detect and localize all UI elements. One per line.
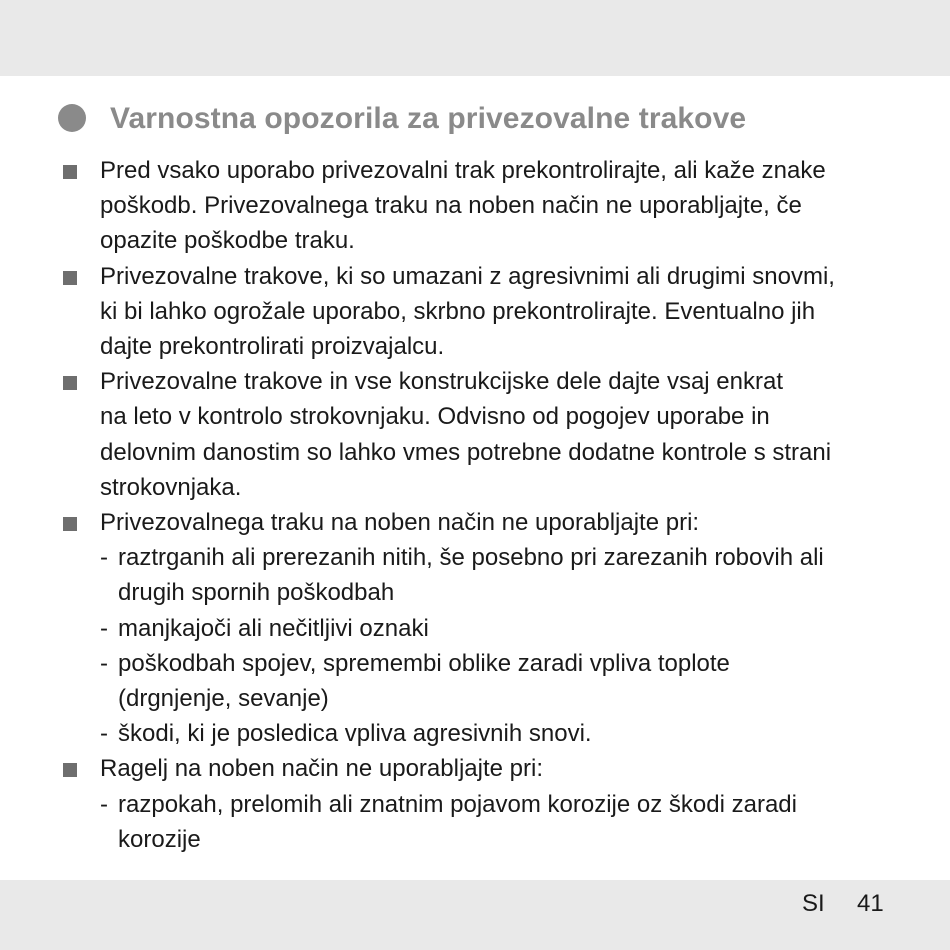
sub-list-item — [60, 787, 900, 857]
square-bullet-icon — [63, 271, 77, 285]
text-line: poškodb. Privezovalnega traku na noben način ne uporabljajte, če — [100, 192, 802, 220]
text-line: ki bi lahko ogrožale uporabo, skrbno prekontrolirajte. Eventualno jih — [100, 297, 816, 325]
dash-marker: - — [100, 790, 108, 818]
sub-list-item — [60, 716, 900, 751]
filled-circle-icon — [58, 104, 86, 132]
footer-language-code: SI — [802, 890, 825, 917]
dash-marker: - — [100, 544, 108, 572]
text-line: Privezovalnega traku na noben način ne uporabljajte pri: — [100, 509, 700, 537]
text-line: Privezovalne trakove in vse konstrukcijske dele dajte vsaj enkrat — [100, 368, 783, 396]
text-line: škodi, ki je posledica vpliva agresivnih snovi. — [118, 720, 592, 748]
text-line: raztrganih ali prerezanih nitih, še posebno pri zarezanih robovih ali — [118, 544, 824, 572]
dash-marker: - — [100, 614, 108, 642]
square-bullet-icon — [63, 517, 77, 531]
dash-marker: - — [100, 720, 108, 748]
safety-warnings-list — [60, 153, 900, 857]
sub-list-item — [60, 540, 900, 610]
list-item — [60, 505, 900, 540]
square-bullet-icon — [63, 376, 77, 390]
page-number: 41 — [857, 890, 884, 917]
text-line: na leto v kontrolo strokovnjaku. Odvisno od pogojev uporabe in — [100, 403, 770, 431]
text-line: dajte prekontrolirati proizvajalcu. — [100, 333, 445, 361]
text-line: poškodbah spojev, spremembi oblike zaradi vpliva toplote — [118, 649, 730, 677]
text-line: (drgnjenje, sevanje) — [118, 685, 329, 713]
text-line: Pred vsako uporabo privezovalni trak prekontrolirajte, ali kaže znake — [100, 157, 826, 184]
text-line: Ragelj na noben način ne uporabljajte pri: — [100, 755, 543, 783]
section-title: Varnostna opozorila za privezovalne trakove — [110, 102, 747, 135]
square-bullet-icon — [63, 165, 77, 179]
sub-list-item — [60, 611, 900, 646]
list-item — [60, 259, 900, 365]
list-item — [60, 751, 900, 786]
text-line: opazite poškodbe traku. — [100, 227, 355, 255]
text-line: strokovnjaka. — [100, 473, 242, 501]
text-line: Privezovalne trakove, ki so umazani z agresivnimi ali drugimi snovmi, — [100, 262, 835, 290]
top-margin-band — [0, 0, 950, 76]
dash-marker: - — [100, 649, 108, 677]
text-line: korozije — [118, 825, 201, 853]
square-bullet-icon — [63, 763, 77, 777]
list-item — [60, 153, 900, 259]
text-line: delovnim danostim so lahko vmes potrebne dodatne kontrole s strani — [100, 438, 832, 466]
text-line: manjkajoči ali nečitljivi oznaki — [118, 614, 429, 642]
text-line: drugih spornih poškodbah — [118, 579, 395, 607]
sub-list-item — [60, 646, 900, 716]
list-item — [60, 364, 900, 505]
section-heading — [58, 98, 918, 142]
text-line: razpokah, prelomih ali znatnim pojavom korozije oz škodi zaradi — [118, 790, 797, 818]
